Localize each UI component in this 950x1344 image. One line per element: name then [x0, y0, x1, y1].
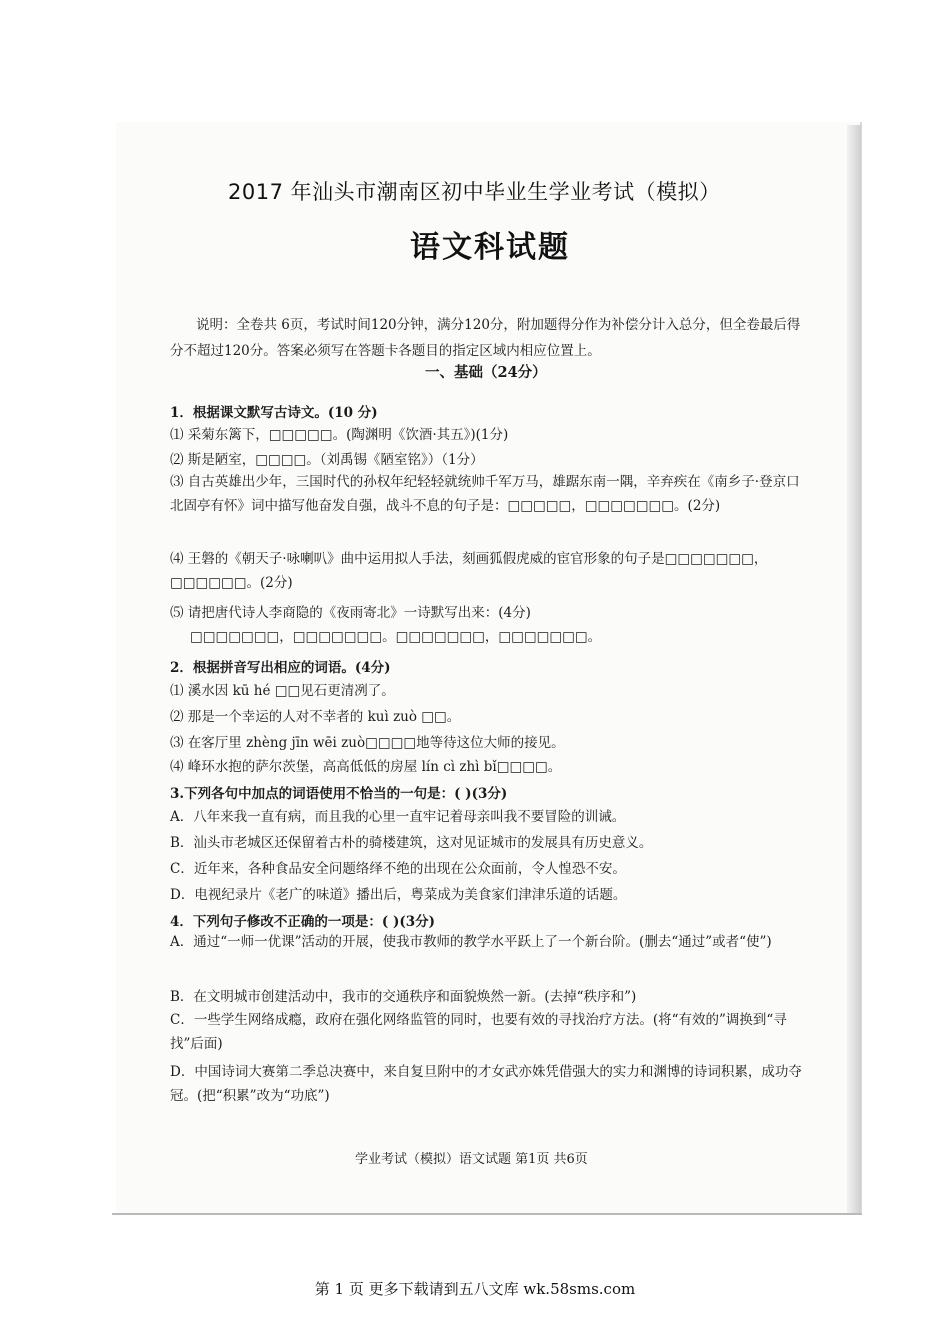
q1-heading: 1．根据课文默写古诗文。(10 分) — [170, 405, 378, 421]
q1-item-2: ⑵ 斯是陋室，□□□□。（刘禹锡《陋室铭》）（1分） — [170, 452, 484, 468]
q3-option-d: D．电视纪录片《老广的味道》播出后，粤菜成为美食家们津津乐道的话题。 — [170, 887, 627, 903]
q3-option-a: A．八年来我一直有病，而且我的心里一直牢记着母亲叫我不要冒险的训诫。 — [170, 809, 626, 825]
q4-option-b: B．在文明城市创建活动中，我市的交通秩序和面貌焕然一新。(去掉“秩序和”) — [170, 989, 637, 1005]
q3-option-c: C．近年来，各种食品安全问题络绎不绝的出现在公众面前，令人惶恐不安。 — [170, 861, 626, 877]
exam-subtitle: 语文科试题 — [410, 230, 570, 265]
q2-item-3: ⑶ 在客厅里 zhèng jīn wēi zuò□□□□地等待这位大师的接见。 — [170, 735, 565, 751]
q2-item-1: ⑴ 溪水因 kū hé □□见石更清冽了。 — [170, 683, 395, 699]
q4-heading: 4．下列句子修改不正确的一项是：( )(3分) — [170, 914, 436, 930]
download-link-line[interactable]: 第 1 页 更多下载请到五八文库 wk.58sms.com — [314, 1280, 636, 1298]
q4-option-d: D．中国诗词大赛第二季总决赛中，来自复旦附中的才女武亦姝凭借强大的实力和渊博的诗词积累，成功夺冠。(把“积累”改为“功底”) — [170, 1064, 802, 1104]
q1-item-5-answer-line: □□□□□□□，□□□□□□□。□□□□□□□，□□□□□□□。 — [190, 629, 602, 645]
q2-item-2: ⑵ 那是一个幸运的人对不幸者的 kuì zuò □□。 — [170, 709, 461, 725]
scan-bottom-edge — [112, 1213, 862, 1215]
page-footer: 学业考试（模拟）语文试题 第1页 共6页 — [355, 1152, 588, 1167]
q1-item-1: ⑴ 采菊东篱下，□□□□□。(陶渊明《饮酒·其五》)(1分) — [170, 427, 509, 443]
q1-item-5: ⑸ 请把唐代诗人李商隐的《夜雨寄北》一诗默写出来：(4分) — [170, 605, 531, 621]
q4-option-a: A．通过“一师一优课”活动的开展，使我市教师的教学水平跃上了一个新台阶。(删去“通过”或者“使”) — [170, 934, 772, 950]
page-edge-shadow — [847, 125, 861, 1215]
exam-title: 2017 年汕头市潮南区初中毕业生学业考试（模拟） — [228, 180, 721, 204]
section-heading-basics: 一、基础（24分） — [425, 364, 547, 381]
q2-heading: 2．根据拼音写出相应的词语。(4分) — [170, 660, 391, 676]
q1-item-4: ⑷ 王磐的《朝天子·咏喇叭》曲中运用拟人手法，刻画狐假虎威的宦官形象的句子是□□□□□□□，□□□□□□。(2分) — [170, 551, 768, 591]
q1-item-3: ⑶ 自古英雄出少年，三国时代的孙权年纪轻轻就统帅千军万马，雄踞东南一隅，辛弃疾在《南乡子·登京口北固亭有怀》词中描写他奋发自强，战斗不息的句子是：□□□□□，□□□□□□□。(2分) — [170, 474, 800, 514]
q4-option-c: C．一些学生网络成瘾，政府在强化网络监管的同时，也要有效的寻找治疗方法。(将“有效的”调换到“寻找”后面) — [170, 1012, 787, 1052]
q3-heading: 3.下列各句中加点的词语使用不恰当的一句是：( )(3分) — [170, 786, 508, 802]
q3-option-b: B．汕头市老城区还保留着古朴的骑楼建筑，这对见证城市的发展具有历史意义。 — [170, 835, 653, 851]
exam-instructions: 说明：全卷共 6页，考试时间120分钟，满分120分，附加题得分作为补偿分计入总分，但全卷最后得分不超过120分。答案必须写在答题卡各题目的指定区域内相应位置上。 — [170, 317, 801, 359]
q2-item-4: ⑷ 峰环水抱的萨尔茨堡，高高低低的房屋 lín cì zhì bǐ□□□□。 — [170, 759, 562, 775]
